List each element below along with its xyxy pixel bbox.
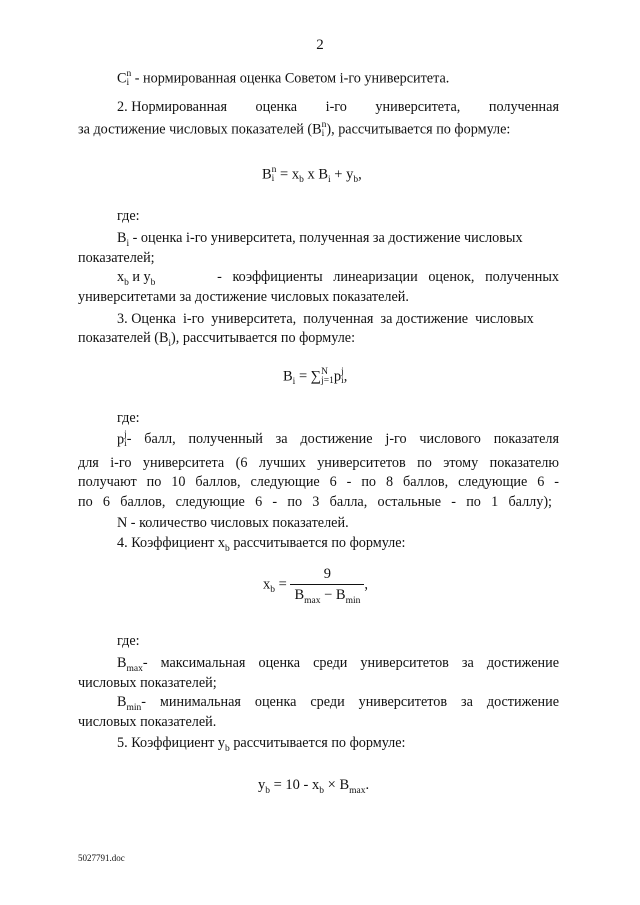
def-p-sup: j [124,430,127,440]
def-p-sub: i [124,439,127,449]
f3-end: , [364,576,368,593]
def-bi-symbol: B [117,230,127,246]
def-bmax-sub: max [126,663,143,674]
f3-minus: − B [320,587,346,603]
f1-plus: + y [330,166,354,183]
f3-sub-b: b [270,585,275,596]
sup-n: n [126,69,132,79]
def-bi-line2: показателей; [78,250,155,266]
def-p: p [117,431,125,448]
f4-sub-max: max [349,785,366,796]
def-x: x [117,269,125,285]
def-bmin-text: - минимальная оценка среди университетов за достижение [141,694,559,710]
sub-i: i [321,129,325,139]
def-bmax-b: B [117,655,127,671]
def-bi-text: - оценка i-го университета, полученная за достижение числовых [129,230,523,246]
def-bmax-symbol [117,655,143,672]
symbol-c: C [117,70,127,87]
p4-text: 4. Коэффициент x [117,535,226,551]
f2-eq: = ∑ [295,368,322,385]
def-x-sub: b [124,277,129,288]
f4-y: y [258,777,266,793]
p5-text: 5. Коэффициент y [117,735,226,751]
f2-sup-j: j [341,367,344,377]
p3-sub-i: i [168,338,172,349]
def-bmin-line2: числовых показателей. [78,714,217,730]
p5-sub: b [225,743,230,754]
p2-line2-a: за достижение числовых показателей ( [78,121,313,138]
def-xy-text: - коэффициенты линеаризации оценок, полученных [217,269,559,285]
p2-line1 [117,99,559,116]
symbol-b: B [312,121,322,138]
where-label-2: где: [117,410,140,426]
def-bi-sub: i [126,238,130,249]
p2-line2 [78,121,510,139]
def-xy-symbols [117,269,155,286]
f1-eq: = x [276,166,300,183]
f1-sub-b: b [299,175,304,186]
def-bi-line1 [117,230,523,247]
def-pij-line2: для i-го университета (6 лучших университетов по этому показателю [78,455,559,471]
f3-sub-max: max [304,595,321,606]
formula-sum-score [283,368,347,386]
formula-yb [258,777,369,794]
f2-b: B [283,368,293,385]
f1-sub-i2: i [328,175,331,186]
f4-sub-b2: b [319,785,325,796]
def-pij-text-1: - балл, полученный за достижение j-го числового показателя [126,431,559,447]
def-pij-line4: по 6 баллов, следующие 6 - по 3 балла, остальные - по 1 баллу); [78,494,552,510]
f1-sub-i: i [271,174,275,184]
page-number: 2 [316,37,324,53]
f1-b: B [262,166,272,183]
f4-end: . [365,777,370,793]
p2-word-5: полученная [488,99,559,115]
def-bmax-line1 [117,655,559,672]
f3-eq: = [275,576,287,593]
c-definition-text: - нормированная оценка Советом i-го университета. [131,70,450,87]
def-bmin-line1 [117,694,559,711]
def-pij-symbol [117,431,127,449]
f2-sub-j1: j=1 [321,376,334,386]
where-label-1: где: [117,208,140,224]
f2-p: p [333,368,342,385]
where-label-3: где: [117,633,140,649]
p2-word-4: университета, [375,99,461,115]
f4-times: × B [324,777,350,793]
f3-x: x [263,576,271,593]
def-pij-line1 [117,431,559,449]
def-xy-line1 [117,269,559,286]
p3-line2 [78,330,355,347]
def-bmax-text: - максимальная оценка среди университетов за достижение [142,655,559,671]
f2-sup-n: N [321,367,328,377]
f3-denominator [290,585,364,604]
p2-word-3: i-го [325,99,347,115]
p3-line2-b: ), рассчитывается по формуле: [171,330,356,346]
f1-end: , [358,166,362,183]
def-bmin-b: B [117,694,127,710]
def-bmin-sub: min [126,702,142,713]
def-n: N - количество числовых показателей. [117,515,349,531]
sup-n: n [321,120,327,130]
f2-sub-i: i [292,377,296,388]
p4-line [117,535,406,552]
def-xy-line2: университетами за достижение числовых показателей. [78,289,409,305]
p2-word-1: 2. Нормированная [117,99,227,115]
f2-end: , [343,368,348,385]
formula-normalized-score [262,166,362,184]
sub-i: i [126,78,130,88]
def-pij-line3: получают по 10 баллов, следующие 6 - по 8 баллов, следующие 6 - [78,474,559,490]
p4-sub: b [225,543,230,554]
f1-mid: x B [303,166,329,183]
f3-sub-min: min [345,595,361,606]
p3-b: B [158,330,169,346]
f4-mid: = 10 - x [270,777,320,793]
f4-sub-b: b [265,785,270,796]
p5-rest: рассчитывается по формуле: [229,735,406,751]
p3-line1: 3. Оценка i-го университета, полученная за достижение числовых [117,311,534,327]
p3-line2-a: показателей ( [78,330,159,346]
f3-fraction [290,566,364,604]
def-bmin-symbol [117,694,141,711]
f3-numerator: 9 [290,566,364,585]
def-y-sub: b [150,277,156,288]
f3-bmax: B [294,587,305,603]
f1-sup-n: n [271,165,277,175]
def-and: и y [128,269,151,285]
footer-filename: 5027791.doc [78,853,125,863]
p5-line [117,735,406,752]
p4-rest: рассчитывается по формуле: [229,535,406,551]
p2-line2-b: ), рассчитывается по формуле: [326,121,511,138]
f1-sub-b2: b [353,175,359,186]
p2-word-2: оценка [255,99,298,115]
f2-sub-i2: i [341,376,344,386]
text-line-c-definition [117,70,449,88]
def-bmax-line2: числовых показателей; [78,675,217,691]
formula-xb [263,566,368,604]
